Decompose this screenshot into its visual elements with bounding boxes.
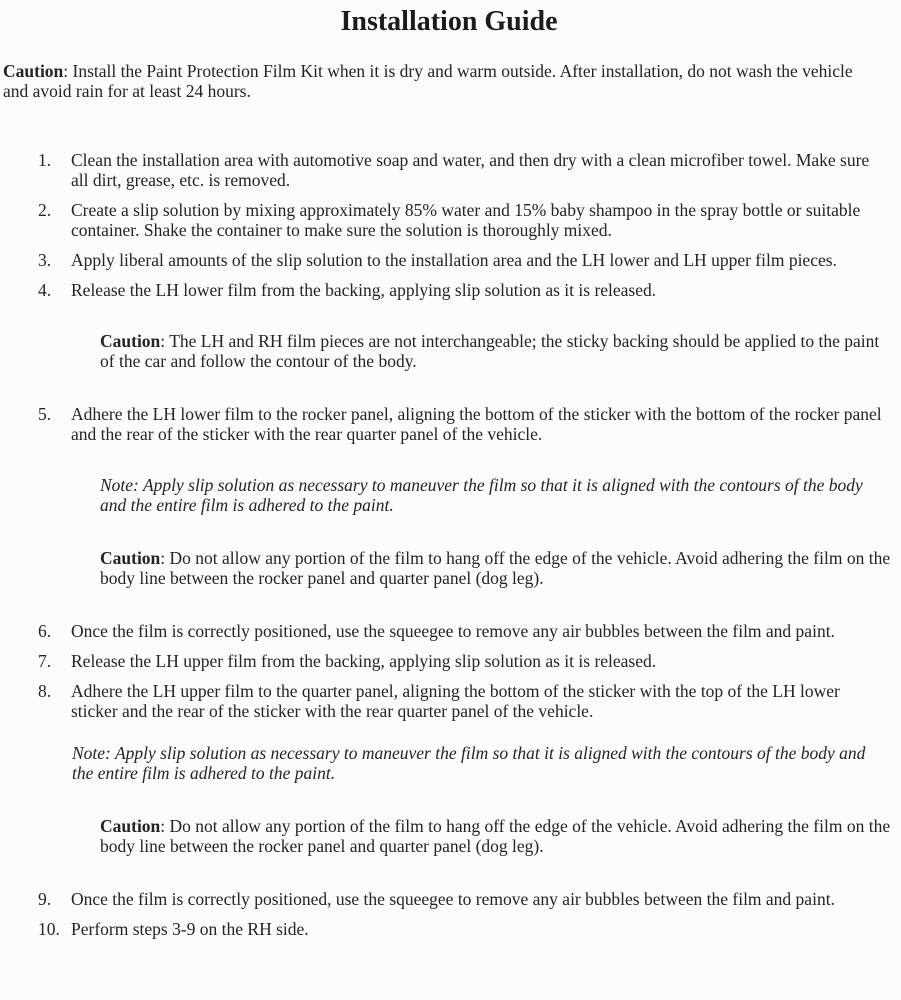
step-number: 5.: [38, 404, 52, 424]
caution-paragraph-3: [100, 816, 891, 856]
step-number: 10.: [38, 919, 60, 939]
caution-label: Caution: [100, 816, 161, 836]
step-text: Release the LH lower film from the backing, applying slip solution as it is released.: [71, 280, 657, 300]
step-item-5: [38, 404, 895, 444]
step-item-10: [38, 919, 895, 939]
step-number: 6.: [38, 621, 52, 641]
caution-label: Caution: [100, 331, 161, 351]
intro-caution-text: : Install the Paint Protection Film Kit when it is dry and warm outside. After installation, do not wash the vehicle and avoid rain for at least 24 hours.: [3, 61, 853, 101]
step-item-3: [38, 250, 895, 270]
step-number: 9.: [38, 889, 52, 909]
caution-paragraph-1: [100, 331, 891, 371]
step-number: 2.: [38, 200, 52, 220]
step-item-1: [38, 150, 895, 190]
step-text: Apply liberal amounts of the slip solution to the installation area and the LH lower and LH upper film pieces.: [71, 250, 837, 270]
step-item-2: [38, 200, 895, 240]
caution-label: Caution: [100, 548, 161, 568]
intro-caution-label: Caution: [3, 61, 64, 81]
step-text: Create a slip solution by mixing approximately 85% water and 15% baby shampoo in the spray bottle or suitable container. Shake the container to make sure the solution is thoroughly mixed.: [71, 200, 861, 240]
steps-list: [3, 150, 895, 939]
step-number: 4.: [38, 280, 52, 300]
intro-caution-paragraph: [3, 61, 881, 101]
step-number: 3.: [38, 250, 52, 270]
page-title: Installation Guide: [340, 6, 558, 37]
step-number: 8.: [38, 681, 52, 701]
step-number: 1.: [38, 150, 52, 170]
step-item-7: [38, 651, 895, 671]
step-text: Once the film is correctly positioned, use the squeegee to remove any air bubbles between the film and paint.: [71, 621, 835, 641]
note-text: Note: Apply slip solution as necessary to maneuver the film so that it is aligned with the contours of the body and the entire film is adhered to the paint.: [72, 743, 866, 783]
step-item-4: [38, 280, 895, 300]
step-text: Perform steps 3-9 on the RH side.: [71, 919, 309, 939]
step-item-6: [38, 621, 895, 641]
note-text: Note: Apply slip solution as necessary to maneuver the film so that it is aligned with the contours of the body and the entire film is adhered to the paint.: [100, 475, 863, 515]
step-item-9: [38, 889, 895, 909]
caution-text: : The LH and RH film pieces are not interchangeable; the sticky backing should be applied to the paint of the car and follow the contour of the body.: [100, 331, 880, 371]
caution-paragraph-2: [100, 548, 891, 588]
step-text: Once the film is correctly positioned, use the squeegee to remove any air bubbles between the film and paint.: [71, 889, 835, 909]
step-text: Release the LH upper film from the backing, applying slip solution as it is released.: [71, 651, 657, 671]
step-text: Clean the installation area with automotive soap and water, and then dry with a clean microfiber towel. Make sure all dirt, grease, etc. is removed.: [71, 150, 870, 190]
step-text: Adhere the LH upper film to the quarter panel, aligning the bottom of the sticker with the top of the LH lower sticker and the rear of the sticker with the rear quarter panel of the vehicle.: [71, 681, 840, 721]
step-text: Adhere the LH lower film to the rocker panel, aligning the bottom of the sticker with the bottom of the rocker panel and the rear of the sticker with the rear quarter panel of the vehicle.: [71, 404, 882, 444]
note-paragraph-1: [100, 475, 891, 515]
caution-text: : Do not allow any portion of the film to hang off the edge of the vehicle. Avoid adhering the film on the body line between the rocker panel and quarter panel (dog leg).: [100, 816, 891, 856]
step-item-8: [38, 681, 895, 721]
caution-text: : Do not allow any portion of the film to hang off the edge of the vehicle. Avoid adhering the film on the body line between the rocker panel and quarter panel (dog leg).: [100, 548, 891, 588]
step-number: 7.: [38, 651, 52, 671]
note-paragraph-2: [72, 743, 891, 783]
